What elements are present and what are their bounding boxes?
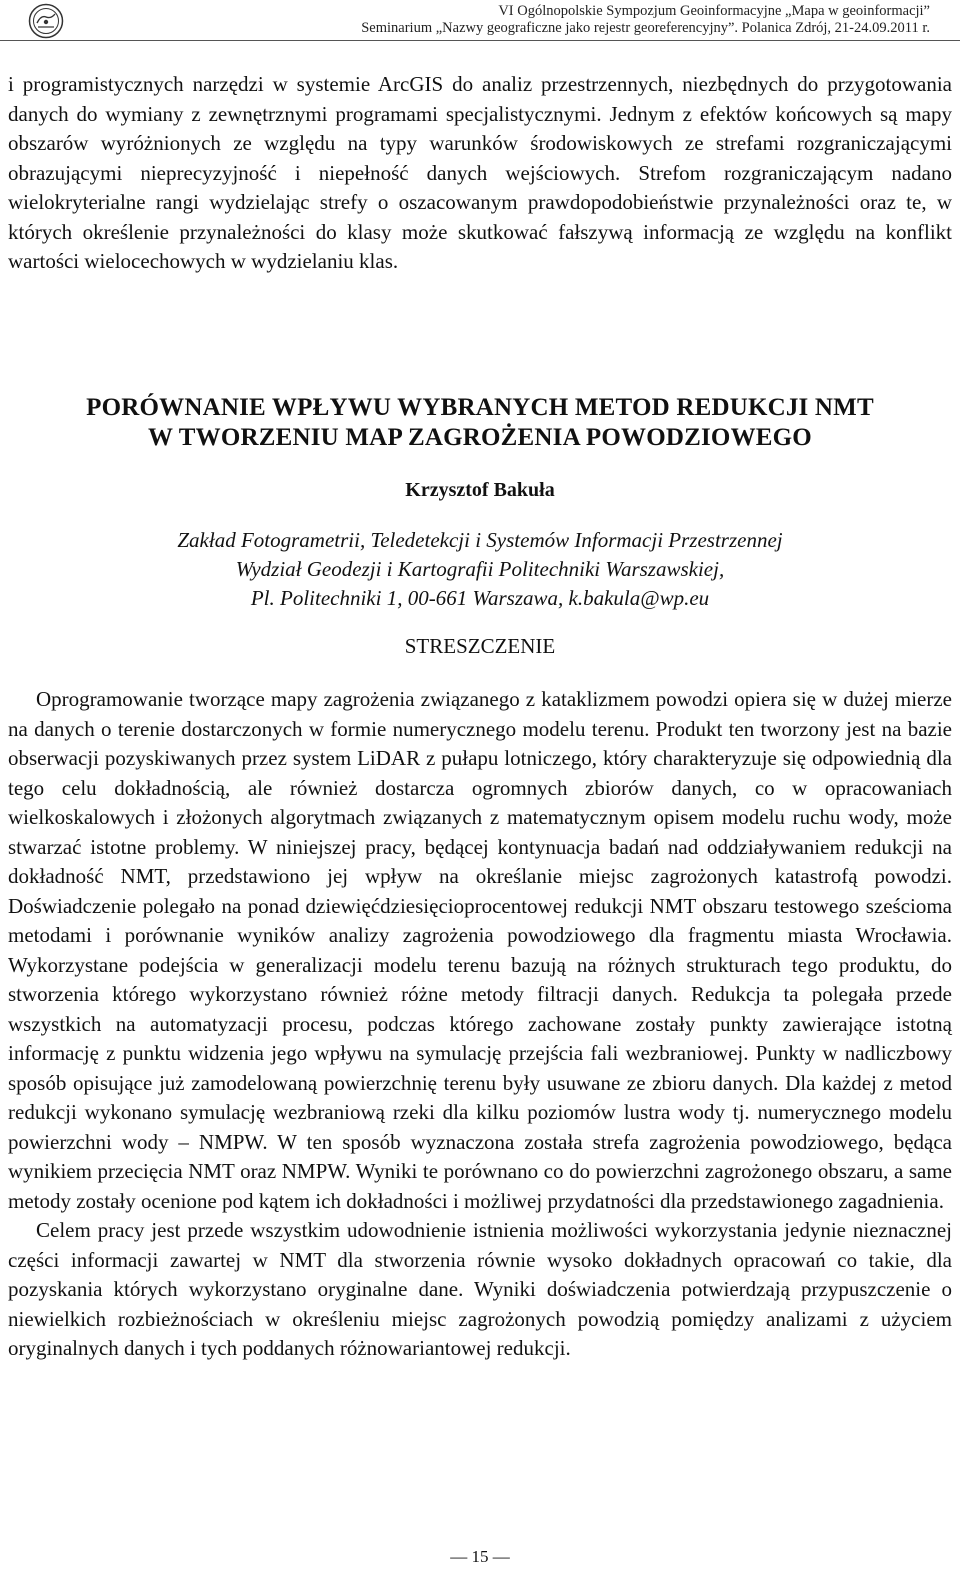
page-number: — 15 — [450,1547,510,1566]
abstract-heading: STRESZCZENIE [404,634,556,658]
abstract-paragraph-1: Oprogramowanie tworzące mapy zagrożenia związanego z kataklizmem powodzi opiera się w dużej mierze na danych o terenie dostarczonych w formie numerycznego modelu terenu. Produkt ten tworzony jest na bazie obserwacji pozyskiwanych przez system LiDAR z pułapu lotniczego, który charakteryzuje się odpowiednią dla tego celu dokładnością, ale również dostarcza ogromnych zbiorów danych, co w opracowaniach wielkoskalowych i złożonych algorytmach związanych z matematycznym opisem modelu ruchu wody, może stwarzać istotne problemy. W niniejszej pracy, będącej kontynuacja badań nad oddziaływaniem redukcji na dokładność NMT, przedstawiono jej wpływ na określanie miejsc zagrożonych katastrofą powodzi. Doświadczenie polegało na ponad dziewięćdziesięcioprocentowej redukcji NMT obszaru testowego sześcioma metodami i porównanie wyników analizy zagrożenia powodziowego dla fragmentu miasta Wrocławia. Wykorzystane podejścia w generalizacji modelu terenu bazują na różnych strukturach tego produktu, do stworzenia którego wykorzystano również różne metody filtracji danych. Redukcja ta polegała przede wszystkich na automatyzacji procesu, podczas którego zachowane zostały punkty zawierające istotną informację z punktu widzenia jego wpływu na symulację przejścia fali wezbraniowej. Punkty w nadliczbowy sposób opisujące już zamodelowaną powierzchnię terenu były usuwane ze zbioru danych. Dla każdej z metod redukcji wykonano symulację wezbraniową rzeki dla kilku poziomów lustra wody tj. numerycznego modelu powierzchni wody – NMPW. W ten sposób wyznaczona została strefa zagrożenia powodziowego, będąca wynikiem przecięcia NMT oraz NMPW. Wyniki te porównano co do powierzchni zagrożonego obszaru, a same metody zostały ocenione pod kątem ich dokładności i możliwej przydatności dla przedstawionego zagadnienia. [8,687,952,1213]
conference-seal-icon [28,3,64,39]
affiliation-line-2: Wydział Geodezji i Kartografii Politechniki Warszawskiej, [235,557,725,581]
intro-section [8,70,952,277]
page-header [0,0,960,42]
article-author: Krzysztof Bakuła [405,479,555,501]
affiliation-line-3: Pl. Politechniki 1, 00-661 Warszawa, k.bakula@wp.eu [250,586,710,610]
abstract-section [8,685,952,1364]
header-symposium-title: VI Ogólnopolskie Sympozjum Geoinformacyjne „Mapa w geoinformacji” [498,3,930,19]
header-seminar-title: Seminarium „Nazwy geograficzne jako rejestr georeferencyjny”. Polanica Zdrój, 21-24.09.2011 r. [361,20,930,36]
author-affiliation [0,526,960,613]
article-title-line-2: W TWORZENIU MAP ZAGROŻENIA POWODZIOWEGO [148,423,812,451]
article-header [0,393,960,659]
article-title-line-1: PORÓWNANIE WPŁYWU WYBRANYCH METOD REDUKCJI NMT [86,394,874,421]
abstract-paragraph-2: Celem pracy jest przede wszystkim udowodnienie istnienia możliwości wykorzystania jedynie nieznacznej części informacji zawartej w NMT dla stworzenia równie wysoko dokładnych opracowań co takie, dla pozyskania których wykorzystano oryginalne dane. Wyniki doświadczenia potwierdzają przypuszczenie o niewielkich rozbieżnościach w określeniu miejsc zagrożonych powodzią pomiędzy analizami z użyciem oryginalnych danych i tych poddanych różnowariantowej redukcji. [8,1218,952,1360]
header-text [361,3,930,37]
header-divider [0,40,960,41]
affiliation-line-1: Zakład Fotogrametrii, Teledetekcji i Systemów Informacji Przestrzennej [177,528,783,552]
intro-paragraph: i programistycznych narzędzi w systemie ArcGIS do analiz przestrzennych, niezbędnych do przygotowania danych do wymiany z zewnętrznymi programami specjalistycznymi. Jednym z efektów końcowych są mapy obszarów wyróżnionych ze względu na typy warunków środowiskowych ze strefami rozgraniczającymi obrazującymi nieprecyzyjność i niepełność danych wejściowych. Strefom rozgraniczającym nadano wielokryterialne rangi wydzielając strefy o oszacowanym prawdopodobieństwie przynależności oraz te, w których określenie przynależności do klasy może skutkować fałszywą informacją ze względu na konflikt wartości wielocechowych w wydzielaniu klas. [8,72,952,273]
